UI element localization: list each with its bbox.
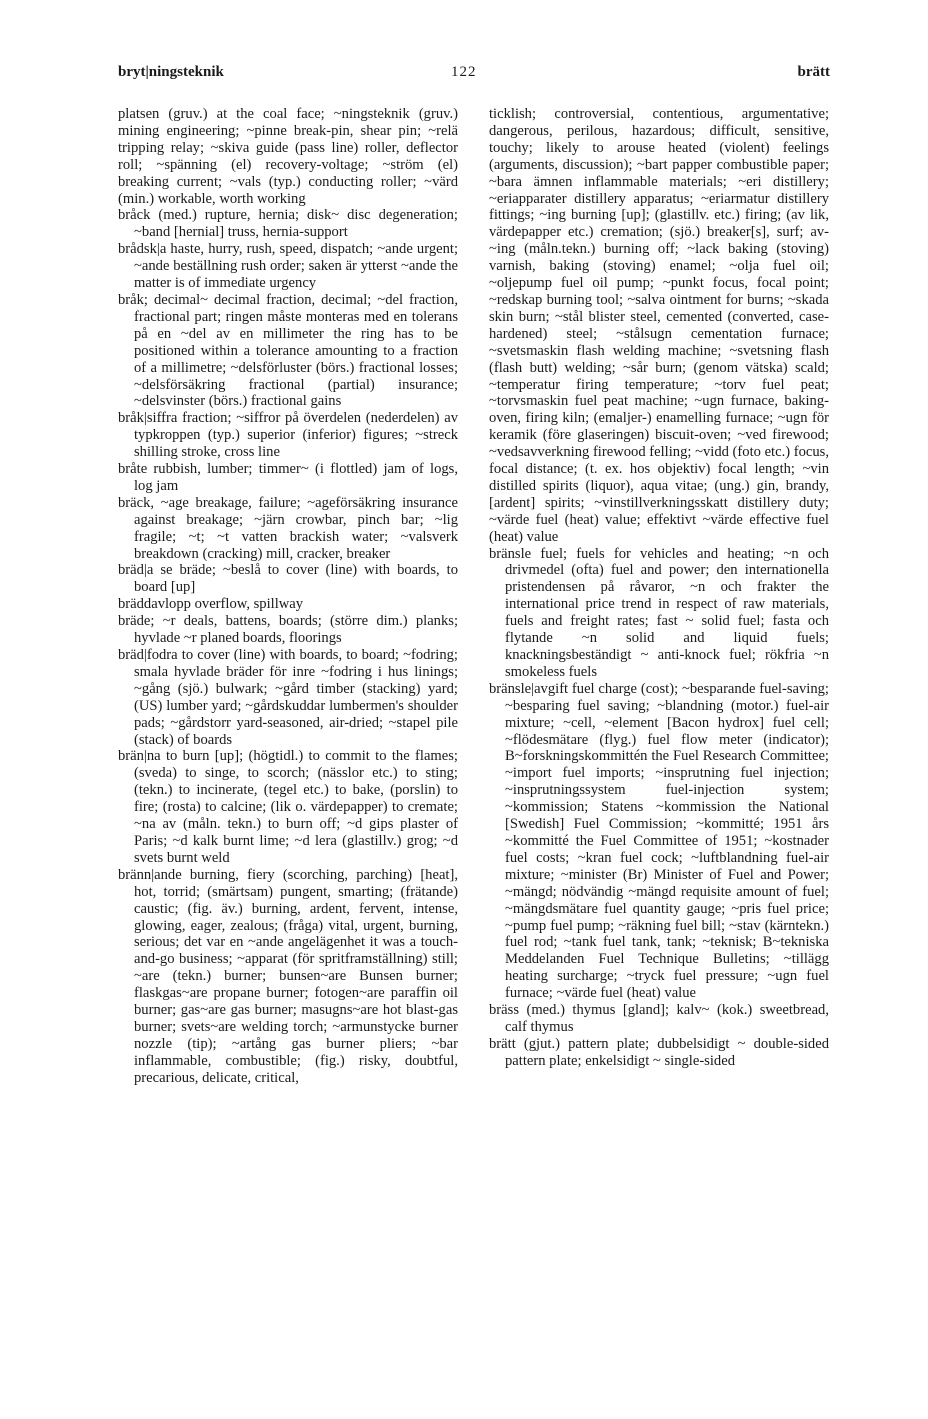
dictionary-entry: bräck, ~age breakage, failure; ~ageförsäkring insurance against breakage; ~järn crowbar, pinch bar; ~lig fragile; ~t; ~t vatten brackish water; ~valsverk breakdown (cracking) mill, cracker, breaker [118, 494, 458, 562]
page-header [118, 64, 830, 88]
page-number: 122 [451, 64, 477, 80]
dictionary-entry: bräde; ~r deals, battens, boards; (större dim.) planks; hyvlade ~r planed boards, floorings [118, 613, 458, 647]
dictionary-entry: platsen (gruv.) at the coal face; ~ningsteknik (gruv.) mining engineering; ~pinne break-pin, shear pin; ~relä tripping relay; ~skiva guide (pass line) roller, deflector roll; ~spänning (el) recovery-voltage; ~ström (el) breaking current; ~vals (typ.) conducting roller; ~värd (min.) workable, worth working [118, 106, 458, 207]
dictionary-entry: bråte rubbish, lumber; timmer~ (i flottled) jam of logs, log jam [118, 461, 458, 494]
dictionary-entry: brådsk|a haste, hurry, rush, speed, dispatch; ~ande urgent; ~ande beställning rush order; saken är ytterst ~ande the matter is of immediate urgency [118, 241, 458, 292]
dictionary-entry: bränsle|avgift fuel charge (cost); ~besparande fuel-saving; ~besparing fuel saving; ~blandning (motor.) fuel-air mixture; ~cell, ~element [Bacon hydrox] fuel cell; ~flödesmätare (flyg.) fuel flow meter (indicator); B~forskningskommittén the Fuel Research Committee; ~import fuel imports; ~insprutning fuel injection; ~insprutningssystem fuel-injection system; ~kommission; Statens ~kommission the National [Swedish] Fuel Commission; ~kommitté; 1951 års ~kommitté the Fuel Committee of 1951; ~kostnader fuel costs; ~kran fuel cock; ~luftblandning fuel-air mixture; ~minister (Br) Minister of Fuel and Power; ~mängd; nödvändig ~mängd requisite amount of fuel; ~mängdsmätare fuel quantity gauge; ~pris fuel price; ~pump fuel pump; ~räkning fuel bill; ~stav (kärntekn.) fuel rod; ~tank fuel tank, tank; ~teknisk; B~tekniska Meddelanden Fuel Technique Bulletins; ~tillägg heating surcharge; ~tryck fuel pressure; ~ugn fuel furnace; ~värde fuel (heat) value [489, 680, 829, 1002]
dictionary-entry: bråk; decimal~ decimal fraction, decimal; ~del fraction, fractional part; ringen måste monteras med en tolerans på en ~del av en millimeter the ring has to be positioned within a tolerance amounting to a fraction of a millimetre; ~delsförluster (börs.) fractional losses; ~delsförsäkring fractional (partial) insurance; ~delsvinster (börs.) fractional gains [118, 291, 458, 410]
dictionary-entry: bräd|a se bräde; ~beslå to cover (line) with boards, to board [up] [118, 562, 458, 596]
dictionary-entry: bränn|ande burning, fiery (scorching, parching) [heat], hot, torrid; (smärtsam) pungent, smarting; (frätande) caustic; (fig. äv.) burning, ardent, fervent, intense, glowing, eager, zealous; (fråga) vital, urgent, burning, serious; det var en ~ande angelägenhet it was a touch-and-go business; ~apparat (för spritframställning) still; ~are (tekn.) burner; bunsen~are Bunsen burner; flaskgas~are propane burner; fotogen~are paraffin oil burner; gas~are gas burner; masugns~are hot blast-gas burner; svets~are welding torch; ~armunstycke burner nozzle (tip); ~artång gas burner pliers; ~bar inflammable, combustible; (fig.) risky, doubtful, precarious, delicate, critical, [118, 866, 458, 1086]
dictionary-entry: bräd|fodra to cover (line) with boards, to board; ~fodring; smala hyvlade bräder för inre ~fodring i hus linings; ~gång (sjö.) bulwark; ~gård timber (stacking) yard; (US) lumber yard; ~gårdskuddar lumbermen's shoulder pads; ~gårdstorr yard-seasoned, air-dried; ~stapel pile (stack) of boards [118, 647, 458, 748]
right-column [489, 106, 829, 1070]
dictionary-entry: ticklish; controversial, contentious, argumentative; dangerous, perilous, hazardous; difficult, sensitive, touchy; likely to arouse heated (violent) feelings (arguments, discussion); ~bart papper combustible paper; ~bara ämnen inflammable materials; ~eri distillery; ~eriapparater distillery apparatus; ~eriarmatur distillery fittings; ~ing burning [up]; (glastillv. etc.) firing; (av lik, värdepapper etc.) cremation; (sjö.) breaker[s], surf; av-~ing (måln.tekn.) burning off; ~lack baking (stoving) varnish, baking (stoving) enamel; ~olja fuel oil; ~oljepump fuel oil pump; ~punkt focus, focal point; ~redskap burning tool; ~salva ointment for burns; ~skada skin burn; ~stål blister steel, cemented (converted, case-hardened) steel; ~stålsugn cementation furnace; ~svetsmaskin flash welding machine; ~svetsning flash (flash butt) welding; ~sår burn; (genom vätska) scald; ~temperatur firing temperature; ~torv fuel peat; ~torvsmaskin fuel peat machine; ~ugn furnace, baking-oven, firing kiln; (emaljer-) enamelling furnace; ~ugn för keramik (före glaseringen) biscuit-oven; ~ved firewood; ~vedsavverkning firewood felling; ~vidd (foto etc.) focus, focal distance; (t. ex. hos objektiv) focal length; ~vin distilled spirits (liquor), aqua vitae; (ung.) gin, brandy, [ardent] spirits; ~vinstillverkningsskatt distillery duty; ~värde fuel (heat) value; effektivt ~värde effective fuel (heat) value [489, 106, 830, 545]
dictionary-entry: bråck (med.) rupture, hernia; disk~ disc degeneration; ~band [hernial] truss, hernia-support [118, 207, 458, 241]
dictionary-entry: bräddavlopp overflow, spillway [118, 596, 304, 613]
dictionary-entry: bråk|siffra fraction; ~siffror på överdelen (nederdelen) av typkroppen (typ.) superior (inferior) figures; ~streck shilling stroke, cross line [118, 410, 458, 461]
header-left-guideword: bryt|ningsteknik [118, 64, 224, 80]
header-right-guideword: brätt [797, 64, 830, 80]
dictionary-entry: brän|na to burn [up]; (högtidl.) to commit to the flames; (sveda) to singe, to scorch; (nässlor etc.) to sting; (tekn.) to incinerate, (tegel etc.) to bake, (porslin) to fire; (rosta) to calcine; (lik o. värdepapper) to cremate; ~na av (måln. tekn.) to burn off; ~d gips plaster of Paris; ~d kalk burnt lime; ~d lera (glastillv.) grog; ~d svets burnt weld [118, 748, 458, 866]
dictionary-entry: bränsle fuel; fuels for vehicles and heating; ~n och drivmedel (ofta) fuel and power; den internationella pristendensen på råvaror, ~n och frakter the international price trend in respect of raw materials, fuels and freight rates; fast ~ solid fuel; fasta och flytande ~n solid and liquid fuels; knackningsbeständigt ~ anti-knock fuel; rökfria ~n smokeless fuels [489, 545, 829, 680]
dictionary-entry: bräss (med.) thymus [gland]; kalv~ (kok.) sweetbread, calf thymus [489, 1002, 829, 1035]
dictionary-entry: brätt (gjut.) pattern plate; dubbelsidigt ~ double-sided pattern plate; enkelsidigt ~ single-sided [489, 1035, 829, 1069]
left-column [118, 106, 458, 1087]
